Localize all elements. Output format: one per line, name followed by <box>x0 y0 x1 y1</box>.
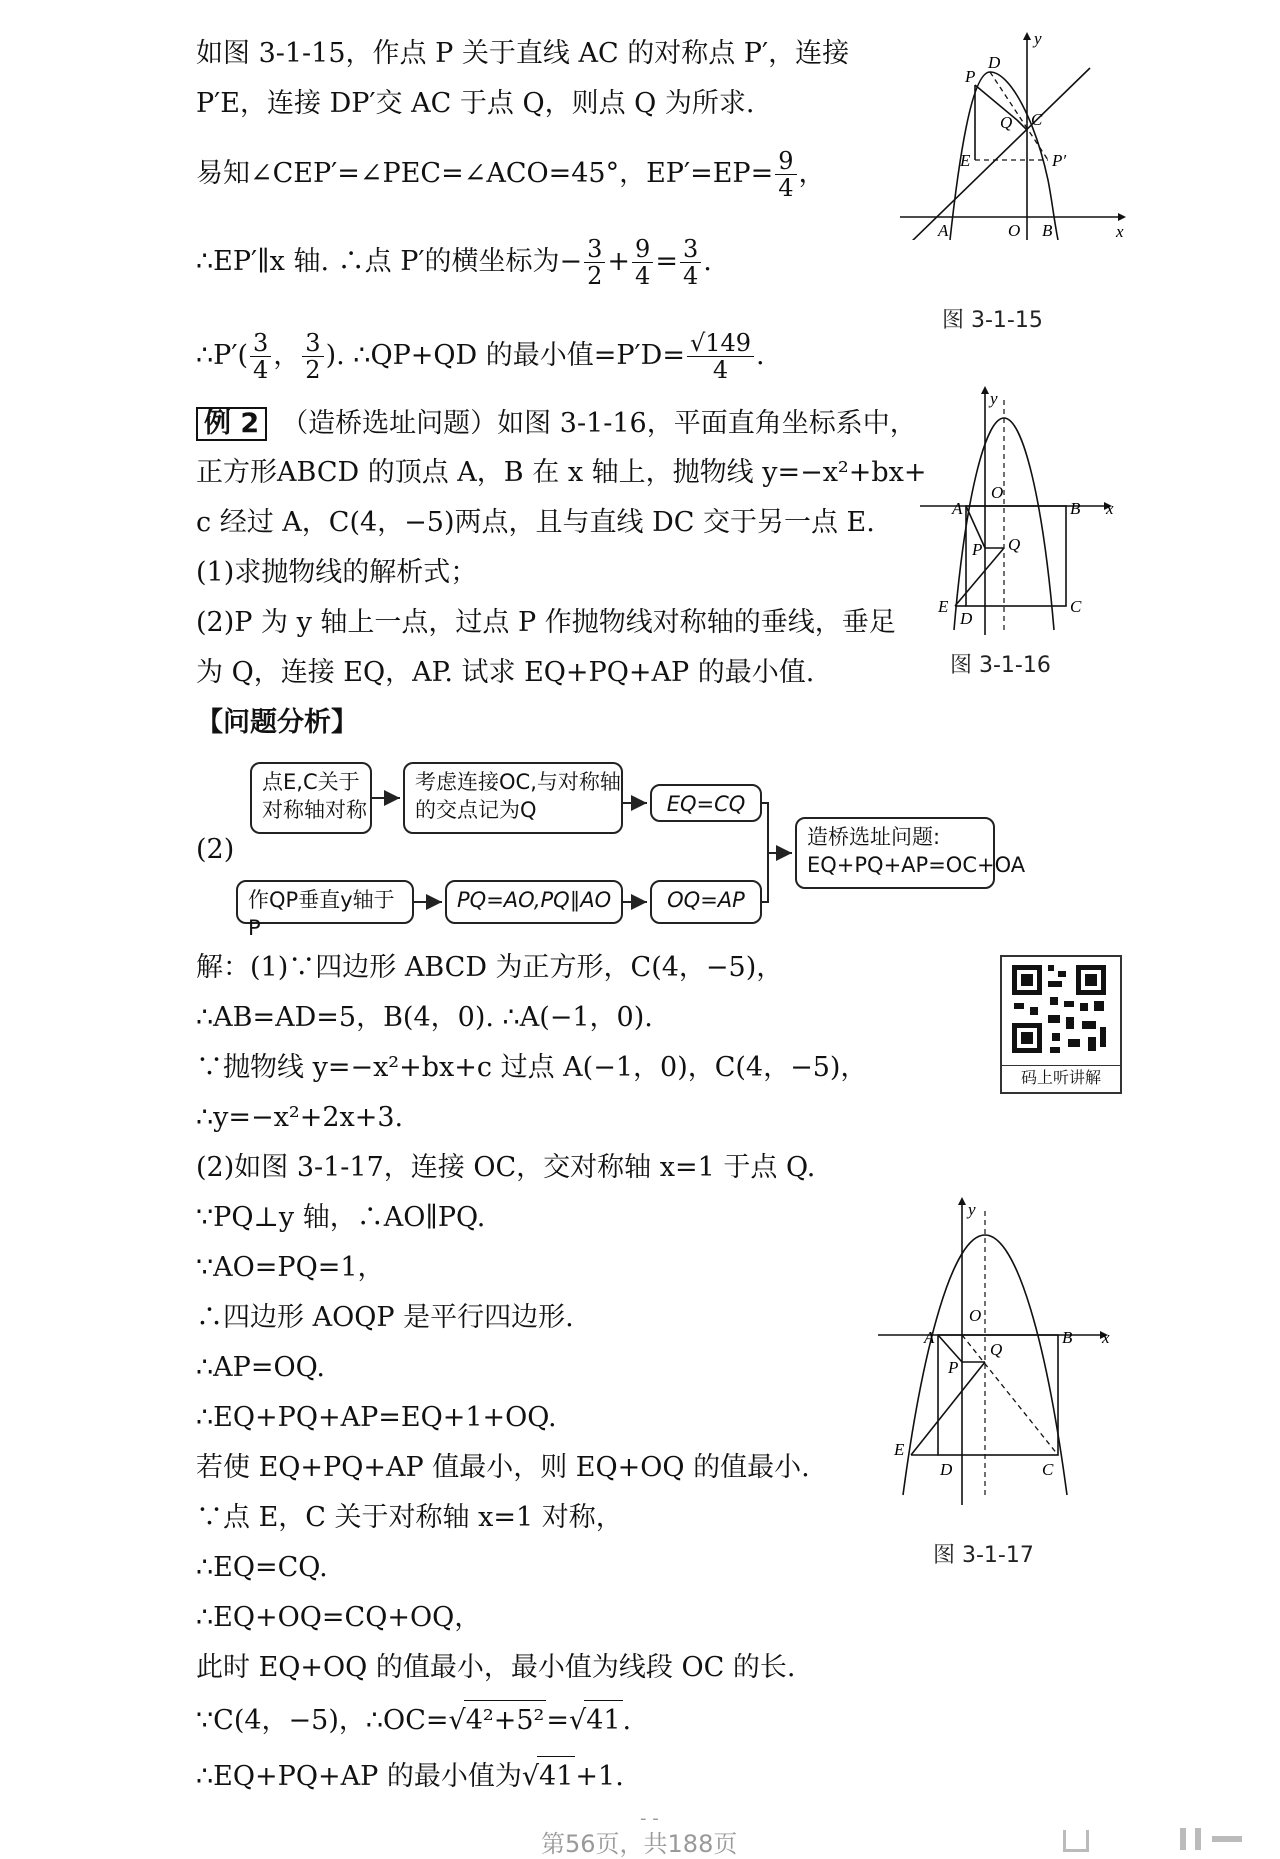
x-axis-arrow <box>1118 213 1126 221</box>
label-q: Q <box>1008 535 1021 554</box>
flow-box-perpendicular: 作QP垂直y轴于P <box>236 880 414 924</box>
flow-box-eq-cq: EQ=CQ <box>650 784 762 822</box>
period: . <box>622 1705 632 1736</box>
label-q: Q <box>1000 113 1013 132</box>
period: . <box>703 246 712 277</box>
frac-num: 3 <box>302 330 323 357</box>
sqrt-sign: √ <box>521 1761 540 1792</box>
qr-caption: 码上听讲解 <box>1002 1065 1120 1090</box>
frac-den: 4 <box>635 262 651 290</box>
bar-icon <box>1180 1828 1186 1850</box>
frac-den: 4 <box>682 262 699 290</box>
analysis-label: (2) <box>196 834 235 865</box>
analysis-heading: 【问题分析】 <box>196 707 358 738</box>
label-q: Q <box>990 1340 1003 1359</box>
page-number: 第56页，共188页 <box>541 1830 738 1858</box>
label-e: E <box>894 1440 905 1459</box>
label-e: E <box>960 151 971 170</box>
frac-den: 4 <box>778 174 794 202</box>
example-line-4: (1)求抛物线的解析式； <box>196 557 478 588</box>
footer-dashes: - - <box>640 1808 659 1829</box>
sqrt-radicand: 41 <box>537 1756 575 1797</box>
frac-den: 2 <box>305 356 321 384</box>
bar-icon <box>1212 1836 1242 1842</box>
period: . <box>756 340 765 371</box>
comma: ， <box>273 340 301 371</box>
solution-line-6: ∵PQ⊥y 轴，∴AO∥PQ. <box>196 1202 486 1233</box>
flow-box-connect-oc: 考虑连接OC,与对称轴 的交点记为Q <box>403 762 623 834</box>
label-x: x <box>1116 222 1124 240</box>
label-p-prime: P′ <box>1052 151 1067 170</box>
label-d: D <box>988 53 1001 72</box>
frac-num: √149 <box>687 330 754 357</box>
label-b: B <box>1042 221 1053 240</box>
y-axis-arrow <box>958 1197 966 1205</box>
tray-icon[interactable] <box>1063 1830 1089 1852</box>
label-c: C <box>1031 110 1043 129</box>
solution-line-4: ∴y=−x²+2x+3. <box>196 1102 404 1133</box>
frac-den: 4 <box>253 356 269 384</box>
flow-box-bridge: 造桥选址问题: EQ+PQ+AP=OC+OA <box>795 817 995 889</box>
equals-sign: = <box>546 1705 569 1736</box>
label-d: D <box>960 609 973 628</box>
label-p: P <box>965 67 976 86</box>
flow-box-pq-ao: PQ=AO,PQ∥AO <box>445 880 623 924</box>
solution-line-10: ∴EQ+PQ+AP=EQ+1+OQ. <box>196 1402 557 1433</box>
label-y: y <box>990 389 998 408</box>
sqrt-sign: √ <box>568 1705 587 1736</box>
label-b: B <box>1062 1328 1073 1347</box>
solution-line-8: ∴四边形 AOQP 是平行四边形. <box>196 1302 574 1333</box>
intro-line-5-text: ). ∴QP+QD 的最小值=P′D= <box>325 340 685 371</box>
solution-line-13: ∴EQ=CQ. <box>196 1552 328 1583</box>
solution-line-16 <box>196 1700 631 1741</box>
example-line-3: c 经过 A，C(4，−5)两点，且与直线 DC 交于另一点 E. <box>196 507 875 538</box>
label-o: O <box>969 1306 982 1325</box>
intro-line-4-text: ∴EP′∥x 轴. ∴点 P′的横坐标为− <box>196 246 583 277</box>
label-a: A <box>938 221 949 240</box>
sqrt-sign: √ <box>448 1705 466 1736</box>
intro-line-3-text: 易知∠CEP′=∠PEC=∠ACO=45°，EP′=EP= <box>196 158 774 189</box>
example-line-2: 正方形ABCD 的顶点 A，B 在 x 轴上，抛物线 y=−x²+bx+ <box>196 457 927 488</box>
frac-num: 3 <box>680 236 701 263</box>
label-o: O <box>991 483 1004 502</box>
caption-3-1-16: 图 3-1-16 <box>950 653 1051 678</box>
example-title: （造桥选址问题）如图 3-1-16，平面直角坐标系中， <box>281 408 917 439</box>
equals-sign: = <box>655 246 678 277</box>
label-p: P <box>948 1358 959 1377</box>
bracket <box>762 803 768 902</box>
label-y: y <box>1034 30 1042 48</box>
y-axis-arrow <box>1023 32 1031 40</box>
label-a: A <box>952 499 963 518</box>
sqrt-radicand: 4²+5² <box>464 1700 547 1741</box>
caption-3-1-15: 图 3-1-15 <box>942 308 1043 333</box>
intro-line-1: 如图 3-1-15，作点 P 关于直线 AC 的对称点 P′，连接 <box>196 38 850 69</box>
qr-code[interactable] <box>1000 955 1122 1094</box>
label-o: O <box>1008 221 1021 240</box>
frac-num: 9 <box>632 236 653 263</box>
solution-line-2: ∴AB=AD=5，B(4，0). ∴A(−1，0). <box>196 1002 653 1033</box>
y-axis-arrow <box>981 386 989 394</box>
solution-line-17-end: +1. <box>575 1761 624 1792</box>
caption-3-1-17: 图 3-1-17 <box>933 1543 1034 1568</box>
label-c: C <box>1042 1460 1054 1479</box>
flow-box-symmetry: 点E,C关于 对称轴对称 <box>250 762 372 834</box>
solution-line-17 <box>196 1756 624 1797</box>
label-x: x <box>1102 1328 1110 1347</box>
solution-line-16-text: ∵C(4，−5)，∴OC= <box>196 1705 449 1736</box>
solution-line-15: 此时 EQ+OQ 的值最小，最小值为线段 OC 的长. <box>196 1652 796 1683</box>
figure-3-1-15 <box>890 30 1130 240</box>
solution-line-1: 解：(1)∵四边形 ABCD 为正方形，C(4，−5)， <box>196 952 784 983</box>
solution-line-9: ∴AP=OQ. <box>196 1352 325 1383</box>
intro-line-2: P′E，连接 DP′交 AC 于点 Q，则点 Q 为所求. <box>196 88 755 119</box>
sqrt-radicand: 41 <box>584 1700 622 1741</box>
solution-line-5: (2)如图 3-1-17，连接 OC，交对称轴 x=1 于点 Q. <box>196 1152 816 1183</box>
frac-den: 4 <box>712 356 729 384</box>
qr-pattern-icon <box>1002 957 1116 1061</box>
label-a: A <box>924 1328 935 1347</box>
example-line-5: (2)P 为 y 轴上一点，过点 P 作抛物线对称轴的垂线，垂足 <box>196 607 896 638</box>
solution-line-14: ∴EQ+OQ=CQ+OQ， <box>196 1602 482 1633</box>
solution-line-7: ∵AO=PQ=1， <box>196 1252 385 1283</box>
frac-den: 2 <box>587 262 603 290</box>
label-e: E <box>938 597 949 616</box>
segment-oc <box>962 1335 1058 1455</box>
plus-sign: + <box>607 246 631 277</box>
intro-line-3-end: ， <box>798 158 826 189</box>
flow-box-oq-ap: OQ=AP <box>650 880 762 924</box>
example-tag: 例 2 <box>196 407 267 441</box>
label-y: y <box>968 1200 976 1219</box>
figure-3-1-17 <box>878 1195 1113 1505</box>
solution-line-17-text: ∴EQ+PQ+AP 的最小值为 <box>196 1761 522 1792</box>
figure-3-1-16 <box>920 380 1120 635</box>
solution-line-12: ∵点 E，C 关于对称轴 x=1 对称， <box>196 1502 623 1533</box>
label-b: B <box>1070 499 1081 518</box>
solution-line-3: ∵抛物线 y=−x²+bx+c 过点 A(−1，0)，C(4，−5)， <box>196 1052 868 1083</box>
solution-line-11: 若使 EQ+PQ+AP 值最小，则 EQ+OQ 的值最小. <box>196 1452 810 1483</box>
label-d: D <box>940 1460 953 1479</box>
intro-line-5-start: ∴P′( <box>196 340 249 371</box>
label-x: x <box>1106 499 1114 518</box>
label-p: P <box>972 540 983 559</box>
example-line-6: 为 Q，连接 EQ，AP. 试求 EQ+PQ+AP 的最小值. <box>196 657 815 688</box>
frac-num: 9 <box>775 148 796 175</box>
bar-icon <box>1195 1828 1201 1850</box>
frac-num: 3 <box>584 236 605 263</box>
label-c: C <box>1070 597 1082 616</box>
frac-num: 3 <box>250 330 271 357</box>
